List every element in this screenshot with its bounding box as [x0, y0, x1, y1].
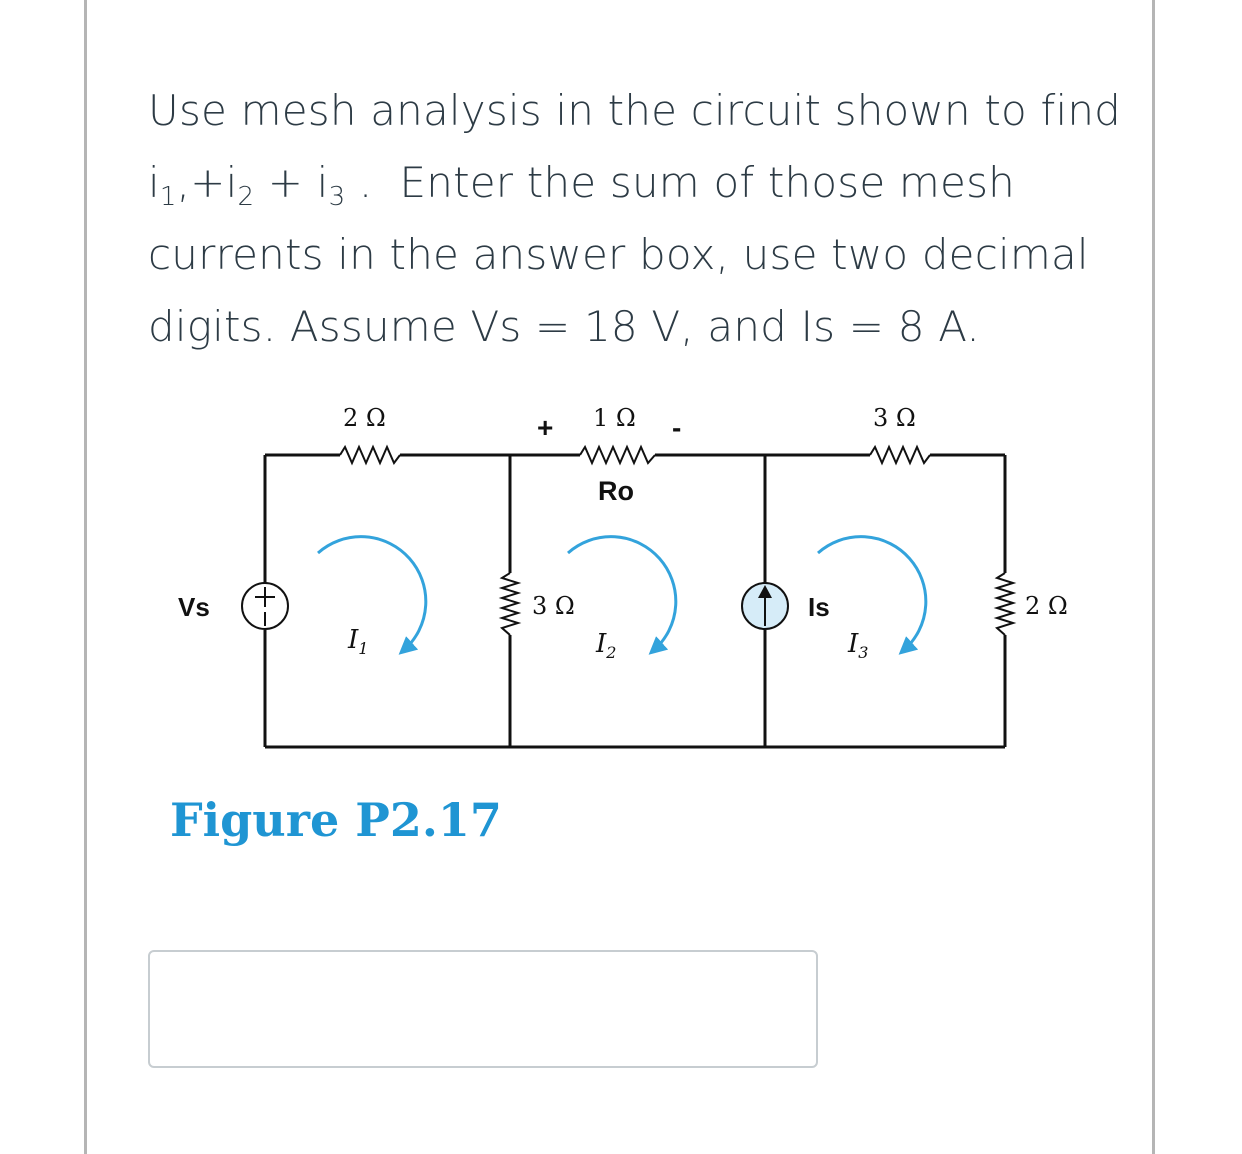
label-is: Is: [808, 592, 830, 622]
label-ro: Ro: [598, 476, 634, 506]
mesh-arrow-2: [568, 537, 676, 650]
question-line-1: Use mesh analysis in the circuit shown to find: [148, 86, 1122, 135]
mesh-arrows: [318, 537, 926, 650]
figure-label: Figure P2.17: [170, 793, 502, 847]
label-r-top-left: 2 Ω: [343, 404, 386, 432]
resistor-top-right: [870, 447, 930, 463]
wires: [265, 455, 1005, 747]
resistor-mid-left: [502, 573, 518, 635]
question-line-2: $i_1,+i_2 + i_3$ . Enter the sum of those mesh: [148, 158, 1015, 212]
label-minus: -: [672, 412, 682, 443]
resistor-top-left: [340, 447, 400, 463]
current-source: [742, 583, 788, 629]
question-line-4: digits. Assume Vs = 18 V, and Is = 8 A.: [148, 302, 980, 351]
mesh-label-3: $I_3$: [848, 629, 869, 662]
mesh-label-1: $I_1$: [348, 625, 369, 658]
mesh-arrow-1: [318, 537, 426, 650]
label-r-right: 2 Ω: [1025, 592, 1068, 620]
label-r-top-right: 3 Ω: [873, 404, 916, 432]
label-r-top-mid: 1 Ω: [593, 404, 636, 432]
mesh-arrow-3: [818, 537, 926, 650]
label-plus: +: [537, 412, 554, 443]
answer-input[interactable]: [148, 950, 818, 1068]
label-vs: Vs: [178, 592, 210, 622]
voltage-source: [242, 583, 288, 629]
mesh-label-2: $I_2$: [596, 629, 617, 662]
resistor-top-mid: [580, 447, 655, 463]
resistor-right: [997, 573, 1013, 635]
label-r-mid-left: 3 Ω: [532, 592, 575, 620]
question-line-3: currents in the answer box, use two decimal: [148, 230, 1089, 279]
